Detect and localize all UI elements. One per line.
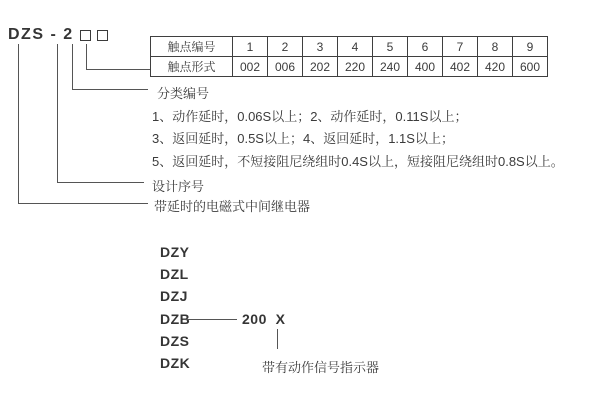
series-item-dzs: DZS <box>160 333 190 349</box>
table-cell: 006 <box>268 57 303 77</box>
series-item-dzb: DZB <box>160 311 191 327</box>
table-cell: 240 <box>373 57 408 77</box>
table-header-contact-form: 触点形式 <box>151 57 233 77</box>
table-cell: 8 <box>478 37 513 57</box>
table-cell: 9 <box>513 37 548 57</box>
placeholder-box-contact-form <box>97 30 108 41</box>
label-design-serial: 设计序号 <box>152 179 205 194</box>
model-code <box>8 26 108 44</box>
label-indicator: 带有动作信号指示器 <box>262 360 380 375</box>
dzb-value: 200 X <box>242 311 286 327</box>
label-relay-description: 带延时的电磁式中间继电器 <box>154 199 311 214</box>
series-item-dzy: DZY <box>160 244 190 260</box>
series-item-dzj: DZJ <box>160 288 188 304</box>
table-cell: 7 <box>443 37 478 57</box>
table-cell: 3 <box>303 37 338 57</box>
table-cell: 220 <box>338 57 373 77</box>
table-cell: 2 <box>268 37 303 57</box>
table-cell: 202 <box>303 57 338 77</box>
table-row <box>151 37 548 57</box>
table-cell: 402 <box>443 57 478 77</box>
table-cell: 420 <box>478 57 513 77</box>
table-cell: 002 <box>233 57 268 77</box>
note-delay-3: 5、返回延时，不短接阻尼绕组时0.4S以上，短接阻尼绕组时0.8S以上。 <box>152 154 564 169</box>
table-cell: 400 <box>408 57 443 77</box>
table-cell: 600 <box>513 57 548 77</box>
note-delay-2: 3、返回延时，0.5S以上；4、返回延时，1.1S以上； <box>152 131 454 146</box>
label-classification: 分类编号 <box>157 86 210 101</box>
series-item-dzl: DZL <box>160 266 189 282</box>
connector-line-relay-description <box>18 44 148 204</box>
contact-form-table <box>150 36 548 77</box>
table-row <box>151 57 548 77</box>
dzb-connector-line <box>183 319 237 320</box>
table-cell: 4 <box>338 37 373 57</box>
table-cell: 5 <box>373 37 408 57</box>
series-item-dzk: DZK <box>160 355 191 371</box>
x-drop-line <box>277 329 278 349</box>
model-prefix: DZS - 2 <box>8 26 74 43</box>
placeholder-box-classification <box>80 30 91 41</box>
table-cell: 1 <box>233 37 268 57</box>
table-cell: 6 <box>408 37 443 57</box>
table-header-contact-number: 触点编号 <box>151 37 233 57</box>
note-delay-1: 1、动作延时，0.06S以上；2、动作延时，0.11S以上； <box>152 109 468 124</box>
